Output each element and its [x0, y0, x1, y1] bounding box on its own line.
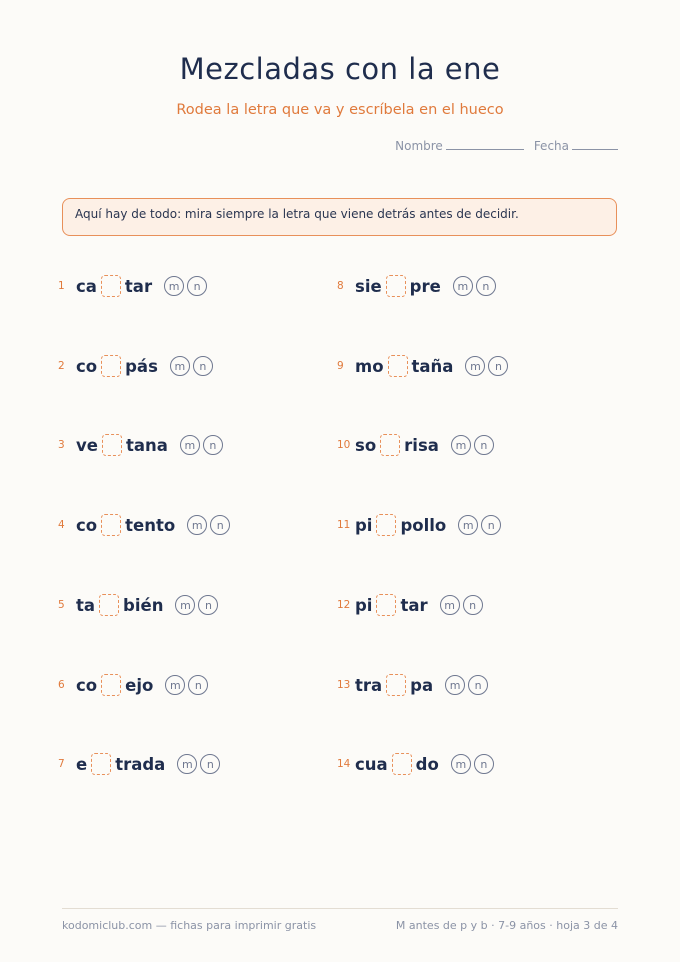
page-title: Mezcladas con la ene	[179, 52, 501, 86]
word-end: pollo	[400, 515, 447, 535]
exercise-item	[337, 511, 501, 539]
footer-info: M antes de p y b · 7-9 años · hoja 3 de 4	[395, 919, 618, 932]
word-start: mo	[355, 356, 384, 376]
student-info	[395, 139, 618, 153]
footer-site: kodomiclub.com — fichas para imprimir gratis	[62, 919, 317, 932]
item-number: 14	[337, 758, 351, 770]
word	[355, 594, 428, 616]
choice-second[interactable]: n	[474, 435, 494, 455]
choice-first[interactable]: m	[187, 515, 207, 535]
word-start: co	[76, 675, 98, 695]
item-number: 11	[337, 519, 351, 531]
letter-choices	[453, 276, 496, 296]
letter-choices	[458, 515, 501, 535]
word-end: do	[415, 754, 439, 774]
choice-first[interactable]: m	[451, 435, 471, 455]
choice-second[interactable]: n	[203, 435, 223, 455]
exercise-item	[337, 272, 496, 300]
choice-first[interactable]: m	[165, 675, 185, 695]
choice-first[interactable]: m	[170, 356, 190, 376]
exercise-item	[58, 431, 223, 459]
exercise-item	[58, 272, 207, 300]
word-start: ca	[76, 276, 97, 296]
item-number: 10	[337, 439, 351, 451]
item-number: 8	[337, 280, 344, 292]
letter-choices	[165, 675, 208, 695]
word-end: risa	[404, 435, 439, 455]
name-line	[446, 139, 524, 150]
word	[355, 434, 439, 456]
choice-second[interactable]: n	[476, 276, 496, 296]
word-start: pi	[355, 515, 373, 535]
letter-blank[interactable]	[376, 514, 396, 536]
date-line	[572, 139, 618, 150]
word-end: tana	[125, 435, 168, 455]
word-start: sie	[355, 276, 382, 296]
word-end: ejo	[125, 675, 154, 695]
word	[355, 674, 433, 696]
word	[76, 753, 165, 775]
exercise-item	[337, 750, 494, 778]
exercise-item	[58, 352, 213, 380]
choice-first[interactable]: m	[180, 435, 200, 455]
word-start: e	[76, 754, 88, 774]
word-end: pa	[410, 675, 434, 695]
word	[76, 674, 153, 696]
choice-second[interactable]: n	[210, 515, 230, 535]
letter-choices	[445, 675, 488, 695]
word-end: trada	[115, 754, 166, 774]
word	[76, 594, 163, 616]
choice-second[interactable]: n	[193, 356, 213, 376]
choice-first[interactable]: m	[453, 276, 473, 296]
date-label: Fecha	[533, 139, 569, 153]
item-number: 4	[58, 519, 65, 531]
choice-second[interactable]: n	[468, 675, 488, 695]
page-subtitle: Rodea la letra que va y escríbela en el hueco	[176, 102, 504, 118]
exercise-item	[58, 511, 230, 539]
item-number: 3	[58, 439, 65, 451]
letter-choices	[164, 276, 207, 296]
exercise-item	[58, 671, 208, 699]
exercise-item	[337, 431, 494, 459]
choice-second[interactable]: n	[474, 754, 494, 774]
letter-blank[interactable]	[376, 594, 396, 616]
footer-divider	[62, 908, 618, 909]
word-end: taña	[411, 356, 454, 376]
letter-blank[interactable]	[392, 753, 412, 775]
letter-choices	[187, 515, 230, 535]
letter-blank[interactable]	[102, 434, 122, 456]
word	[76, 434, 168, 456]
choice-first[interactable]: m	[451, 754, 471, 774]
exercise-item	[58, 591, 218, 619]
item-number: 2	[58, 360, 65, 372]
word-end: bién	[123, 595, 164, 615]
choice-second[interactable]: n	[488, 356, 508, 376]
word	[76, 514, 175, 536]
item-number: 9	[337, 360, 344, 372]
choice-second[interactable]: n	[187, 276, 207, 296]
word	[355, 514, 446, 536]
letter-choices	[451, 754, 494, 774]
word	[76, 355, 158, 377]
letter-choices	[451, 435, 494, 455]
choice-first[interactable]: m	[175, 595, 195, 615]
word-start: ta	[76, 595, 96, 615]
letter-blank[interactable]	[101, 674, 121, 696]
word	[76, 275, 152, 297]
word	[355, 753, 439, 775]
choice-first[interactable]: m	[440, 595, 460, 615]
choice-first[interactable]: m	[177, 754, 197, 774]
item-number: 1	[58, 280, 65, 292]
exercise-item	[337, 352, 508, 380]
letter-choices	[175, 595, 218, 615]
exercise-item	[337, 591, 483, 619]
choice-first[interactable]: m	[458, 515, 478, 535]
word-end: tar	[400, 595, 428, 615]
word	[355, 275, 441, 297]
name-label: Nombre	[395, 139, 443, 153]
letter-choices	[440, 595, 483, 615]
word-start: co	[76, 356, 98, 376]
choice-second[interactable]: n	[188, 675, 208, 695]
item-number: 13	[337, 679, 351, 691]
item-number: 5	[58, 599, 65, 611]
item-number: 6	[58, 679, 65, 691]
letter-choices	[170, 356, 213, 376]
word-start: cua	[355, 754, 388, 774]
choice-second[interactable]: n	[198, 595, 218, 615]
word-end: tar	[124, 276, 153, 296]
word-start: ve	[76, 435, 98, 455]
letter-blank[interactable]	[386, 674, 406, 696]
letter-blank[interactable]	[101, 514, 121, 536]
name-field[interactable]	[395, 139, 524, 153]
choice-first[interactable]: m	[465, 356, 485, 376]
letter-blank[interactable]	[380, 434, 400, 456]
word-start: co	[76, 515, 98, 535]
item-number: 12	[337, 599, 351, 611]
letter-blank[interactable]	[99, 594, 119, 616]
exercise-item	[337, 671, 488, 699]
date-field[interactable]	[534, 139, 618, 153]
exercise-item	[58, 750, 220, 778]
letter-blank[interactable]	[388, 355, 408, 377]
word-start: pi	[355, 595, 373, 615]
choice-first[interactable]: m	[445, 675, 465, 695]
word-end: pás	[125, 356, 158, 376]
letter-blank[interactable]	[386, 275, 406, 297]
word-start: so	[355, 435, 377, 455]
choice-second[interactable]: n	[463, 595, 483, 615]
word-end: pre	[409, 276, 441, 296]
choice-second[interactable]: n	[200, 754, 220, 774]
letter-choices	[180, 435, 223, 455]
hint-box: Aquí hay de todo: mira siempre la letra que viene detrás antes de decidir.	[62, 198, 617, 236]
letter-blank[interactable]	[101, 275, 121, 297]
choice-second[interactable]: n	[481, 515, 501, 535]
letter-blank[interactable]	[91, 753, 111, 775]
word-start: tra	[355, 675, 383, 695]
word-end: tento	[125, 515, 176, 535]
letter-blank[interactable]	[101, 355, 121, 377]
letter-choices	[465, 356, 508, 376]
choice-first[interactable]: m	[164, 276, 184, 296]
item-number: 7	[58, 758, 65, 770]
word	[355, 355, 453, 377]
letter-choices	[177, 754, 220, 774]
